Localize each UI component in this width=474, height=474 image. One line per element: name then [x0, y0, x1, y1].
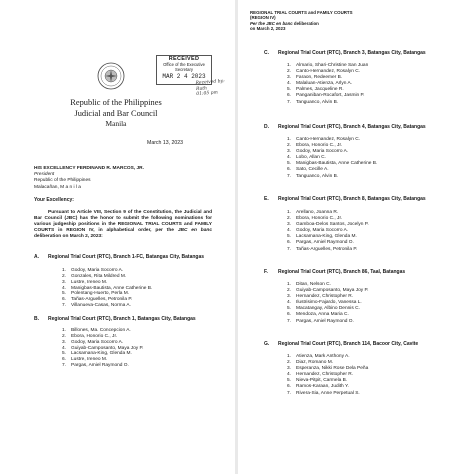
list-item: 3. Lustre, Ireneo M. — [62, 279, 108, 285]
stamp-title: RECEIVED — [168, 56, 200, 62]
list-item: 2. Ebora, Honorio C., Jr. — [287, 143, 343, 149]
list-item: 4. Hernandez, Christopher R. — [287, 372, 354, 378]
section-f-list — [287, 282, 368, 325]
list-item: 1. Billones, Ma. Concepcion A. — [62, 328, 131, 333]
handwritten-line: 01:05 pm — [196, 90, 219, 97]
body-paragraph — [34, 210, 212, 240]
letter-date: March 13, 2023 — [147, 140, 184, 146]
list-item: 3. Gamboa-Delos Santos, Jocelyn P. — [287, 222, 369, 228]
header-italic: Per the JBC en banc — [250, 20, 293, 26]
list-item: 7. Tanguanco, Alvin B. — [287, 99, 339, 105]
addressee-block — [34, 166, 144, 191]
letterhead-line-3: Manila — [105, 119, 127, 128]
header-rest: deliberation — [292, 20, 319, 26]
handwritten-line: Ruth — [195, 85, 208, 92]
addressee-title: President — [34, 172, 55, 178]
section-f-heading — [264, 269, 405, 275]
list-item: 2. Guiyab-Camposanto, Maya Joy P. — [287, 288, 369, 294]
list-item: 4. Malaluan-Atienza, Arlyn A. — [287, 81, 352, 87]
section-g-heading — [264, 341, 418, 347]
list-item: 7. Rivera-Sia, Anne Perpetual S. — [287, 390, 360, 396]
jbc-seal-icon — [97, 62, 125, 90]
list-item: 5. Lacsamana-King, Glenda M. — [62, 351, 132, 357]
list-item: 3. Godoy, Maria Socorro A. — [62, 339, 124, 345]
section-letter: C. — [264, 50, 269, 56]
stamp-date: MAR 2 4 2023 — [162, 73, 206, 80]
section-letter: G. — [264, 341, 270, 347]
section-d-list — [287, 137, 377, 180]
section-c-heading — [264, 50, 426, 56]
handwritten-line: Received by: — [195, 79, 225, 87]
section-e-heading — [264, 196, 426, 202]
letterhead-line-2: Judicial and Bar Council — [74, 108, 158, 118]
list-item: 4. Ilustrisimo-Fajardo, Vanessa L. — [287, 300, 362, 306]
section-title: Regional Trial Court (RTC), Branch 4, Batangas City, Batangas — [278, 124, 426, 130]
body-text-2: deliberation on March 2, 2023: — [34, 234, 103, 240]
header-line-1: REGIONAL TRIAL COURTS and FAMILY COURTS — [250, 10, 353, 15]
list-item: 5. Macatangay, Albino Dennis C. — [287, 306, 360, 312]
section-b-heading — [34, 316, 196, 322]
list-item: 2. Diaz, Romano M. — [287, 360, 334, 366]
list-item: 4. Lobo, Allan C. — [287, 155, 326, 161]
list-item: 6. Mendoza, Anna Maria C. — [287, 312, 349, 318]
list-item: 6. Sato, Cecille A. — [287, 167, 329, 173]
section-c-list — [287, 63, 368, 106]
list-item: 5. Nieva-Pitpit, Carmela B. — [287, 378, 348, 384]
list-item: 3. Hernandez, Christopher R. — [287, 294, 354, 300]
addressee-place: Malacañan, M a n i l a — [34, 184, 81, 190]
section-title: Regional Trial Court (RTC), Branch 1, Batangas City, Batangas — [48, 316, 196, 322]
list-item: 5. Palmes, Jacqueline R. — [287, 87, 344, 93]
section-title: Regional Trial Court (RTC), Branch 3, Batangas City, Batangas — [278, 50, 426, 56]
list-item: 6. Tañas-Arguelles, Petronila P. — [62, 297, 133, 303]
section-d-heading — [264, 124, 426, 130]
list-item: 7. Tanguanco, Alvin B. — [287, 173, 339, 179]
list-item: 6. Lustre, Ireneo M. — [62, 357, 108, 363]
section-title: Regional Trial Court (RTC), Branch 8, Batangas City, Batangas — [278, 196, 426, 202]
list-item: 6. Panganiban-Rocafort, Jasmin P. — [287, 93, 365, 99]
header-line-2: (REGION IV) — [250, 15, 276, 21]
section-letter: B. — [34, 316, 39, 322]
list-item: 6. Ramos-Karaan, Judith Y. — [287, 384, 349, 390]
section-title: Regional Trial Court (RTC), Branch 86, Taal, Batangas — [278, 269, 406, 275]
section-title: Regional Trial Court (RTC), Branch 114, Bacoor City, Cavite — [278, 341, 419, 347]
section-title: Regional Trial Court (RTC), Branch 1-FC, Batangas City, Batangas — [48, 254, 205, 260]
letter-page-1 — [0, 0, 235, 474]
section-letter: A. — [34, 254, 39, 260]
list-item: 1. Canto-Hernandez, Rosalyn C. — [287, 137, 360, 142]
list-item: 6. Pargas, Amiel Raymond O. — [287, 240, 354, 246]
letterhead — [62, 98, 170, 130]
header-line-4: on March 2, 2023 — [250, 26, 286, 32]
list-item: 2. Canto-Hernandez, Rosalyn C. — [287, 69, 360, 75]
list-item: 7. Pargas, Amiel Raymond O. — [62, 363, 129, 369]
list-item: 3. Godoy, Maria Socorro A. — [287, 149, 349, 155]
page-2-header — [250, 10, 353, 32]
section-letter: F. — [264, 269, 268, 275]
section-a-list — [62, 268, 152, 309]
addressee-name: HIS EXCELLENCY FERDINAND R. MARCOS, JR. — [34, 166, 144, 171]
section-e-list — [287, 210, 369, 253]
list-item: 2. Ebora, Honorio C., Jr. — [287, 216, 343, 222]
section-b-list — [62, 328, 143, 369]
list-item: 4. Manigbas-Bautista, Anne Catherine B. — [62, 285, 153, 291]
list-item: 3. Esperanza, Nikki Rose Dela Peña — [287, 366, 369, 372]
body-text-italic: JBC en banc — [177, 228, 212, 234]
list-item: 3. Faraon, Redeemer B. — [287, 75, 343, 81]
list-item: 5. Polentang-Huerto, Perla M. — [62, 291, 130, 297]
list-item: 2. Gonzales, Rita Mildred M. — [62, 273, 127, 279]
section-letter: E. — [264, 196, 269, 202]
handwritten-note — [195, 79, 225, 97]
list-item: 1. Ditan, Nelson C. — [287, 282, 331, 287]
letterhead-line-1: Republic of the Philippines — [70, 98, 162, 107]
list-item: 2. Ebora, Honorio C., Jr. — [62, 333, 118, 339]
list-item: 4. Godoy, Maria Socorro A. — [287, 228, 349, 234]
stamp-office: Office of the Executive Secretary — [163, 62, 205, 72]
list-item: 4. Guiyab-Camposanto, Maya Joy P. — [62, 345, 144, 351]
list-item: 7. Pargas, Amiel Raymond O. — [287, 318, 354, 324]
list-item: 1. Atienza, Mark Anthony A. — [287, 354, 350, 359]
salutation: Your Excellency: — [34, 197, 74, 203]
list-item: 7. Villanueva-Casas, Norma A. — [62, 303, 131, 309]
section-g-list — [287, 354, 368, 397]
list-item: 1. Arellano, Joanna R. — [287, 210, 339, 215]
addressee-country: Republic of the Philippines — [34, 178, 91, 184]
list-item: 1. Godoy, Maria Socorro A. — [62, 268, 124, 273]
section-a-heading — [34, 254, 204, 260]
list-item: 7. Tañas-Arguelles, Petronila P. — [287, 246, 358, 252]
list-item: 5. Lacsamana-King, Glenda M. — [287, 234, 357, 240]
list-item: 1. Almario, Shari-Christine San Juan — [287, 63, 369, 68]
body-text-1: Pursuant to Article VIII, Section 9 of the Constitution, the Judicial and Bar Council (JBC) has the honor to submit the following nominations for various judgeship positions in the REGIONAL TRIAL COURTS and FAMILY COURTS in REGION IV, in alphabetical order, per the — [34, 210, 212, 234]
section-letter: D. — [264, 124, 269, 130]
list-item: 5. Manigbas-Bautista, Anne Catherine B. — [287, 161, 378, 167]
